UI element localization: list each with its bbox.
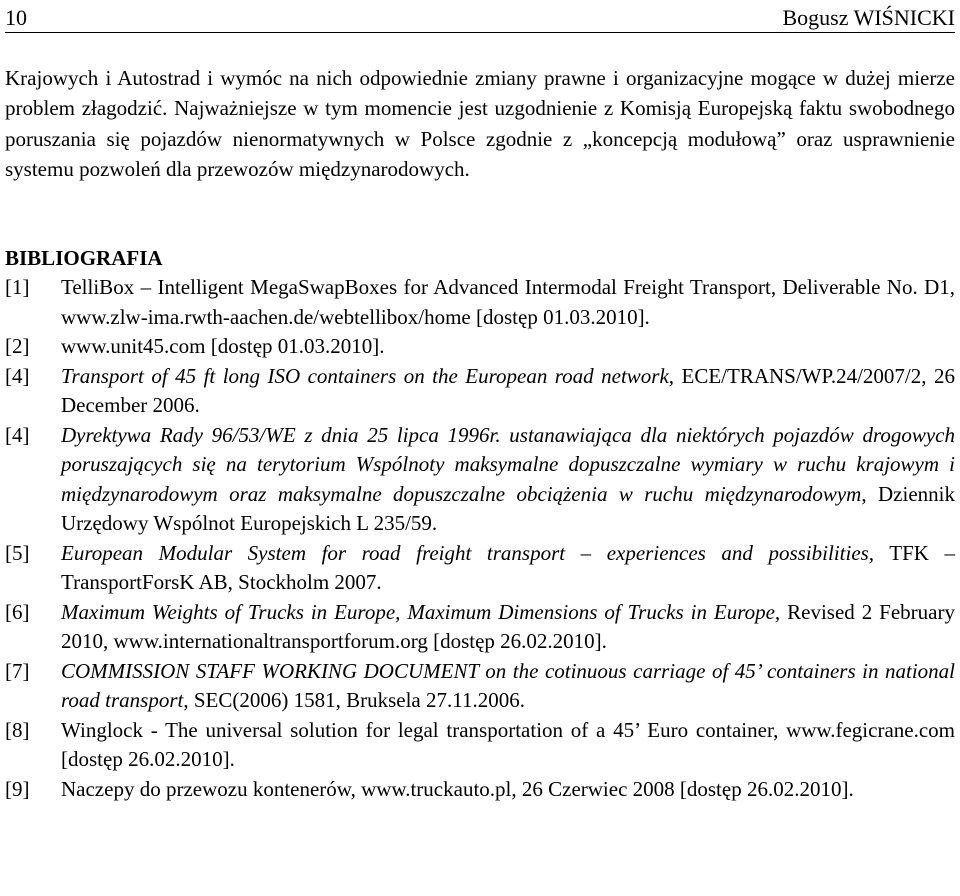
reference-number: [4] [5, 363, 30, 388]
reference-number: [9] [5, 776, 30, 801]
bibliography-heading: BIBLIOGRAFIA [5, 246, 163, 270]
reference-title: Transport of 45 ft long ISO containers on the European road network, [61, 363, 675, 388]
bibliography-list [5, 273, 955, 804]
reference-number: [8] [5, 717, 30, 742]
running-author: Bogusz WIŚNICKI [782, 5, 955, 30]
reference-text: , Dziennik Urzędowy Wspólnot Europejskich L 235/59. [61, 481, 955, 535]
reference-text: TFK – TransportForsK AB, Stockholm 2007. [61, 540, 955, 594]
reference-title: Maximum Weights of Trucks in Europe, Maximum Dimensions of Trucks in Europe, [61, 599, 781, 624]
reference-number: [1] [5, 275, 30, 299]
reference-text: Revised 2 February 2010, www.internationaltransportforum.org [dostęp 26.02.2010]. [61, 599, 955, 653]
reference-text: , SEC(2006) 1581, Bruksela 27.11.2006. [183, 688, 525, 712]
reference-text: ECE/TRANS/WP.24/2007/2, 26 December 2006. [61, 363, 955, 417]
reference-number: [6] [5, 599, 30, 624]
reference-title: European Modular System for road freight transport – experiences and possibilities, [61, 540, 875, 565]
reference-title: COMMISSION STAFF WORKING DOCUMENT on the cotinuous carriage of 45’ containers in national road transport [61, 658, 955, 712]
reference-title: Dyrektywa Rady 96/53/WE z dnia 25 lipca 1996r. ustanawiająca dla niektórych pojazdów drogowych poruszających się na terytorium Wspólnoty maksymalne dopuszczalne wymiary w ruchu krajowym i międzynarodowym oraz maksymalne dopuszczalne obciążenia w ruchu międzynarodowym [61, 422, 955, 506]
reference-text: Naczepy do przewozu kontenerów, www.truckauto.pl, 26 Czerwiec 2008 [dostęp 26.02.2010]. [61, 776, 854, 801]
reference-item [5, 775, 955, 805]
reference-item [5, 716, 955, 775]
reference-number: [4] [5, 422, 30, 447]
intro-paragraph: Krajowych i Autostrad i wymóc na nich odpowiednie zmiany prawne i organizacyjne mogące w dużej mierze problem złagodzić. Najważniejsze w tym momencie jest uzgodnienie z Komisją Europejską faktu swobodnego poruszania się pojazdów nienormatywnych w Polsce zgodnie z „koncepcją modułową” oraz usprawnienie systemu pozwoleń dla przewozów międzynarodowych. [5, 66, 955, 181]
reference-number: [5] [5, 540, 30, 565]
reference-item [5, 421, 955, 539]
reference-item [5, 332, 955, 362]
reference-text: Winglock - The universal solution for legal transportation of a 45’ Euro container, www.fegicrane.com [dostęp 26.02.2010]. [61, 717, 955, 771]
reference-item [5, 657, 955, 716]
reference-text: www.unit45.com [dostęp 01.03.2010]. [61, 334, 385, 358]
reference-item [5, 273, 955, 332]
page-number: 10 [5, 5, 27, 30]
reference-item [5, 598, 955, 657]
reference-text: TelliBox – Intelligent MegaSwapBoxes for Advanced Intermodal Freight Transport, Deliverable No. D1, www.zlw-ima.rwth-aachen.de/webtellibox/home [dostęp 01.03.2010]. [61, 275, 955, 329]
reference-number: [7] [5, 658, 30, 683]
reference-item [5, 362, 955, 421]
reference-number: [2] [5, 334, 30, 358]
page-header [5, 2, 955, 33]
reference-item [5, 539, 955, 598]
